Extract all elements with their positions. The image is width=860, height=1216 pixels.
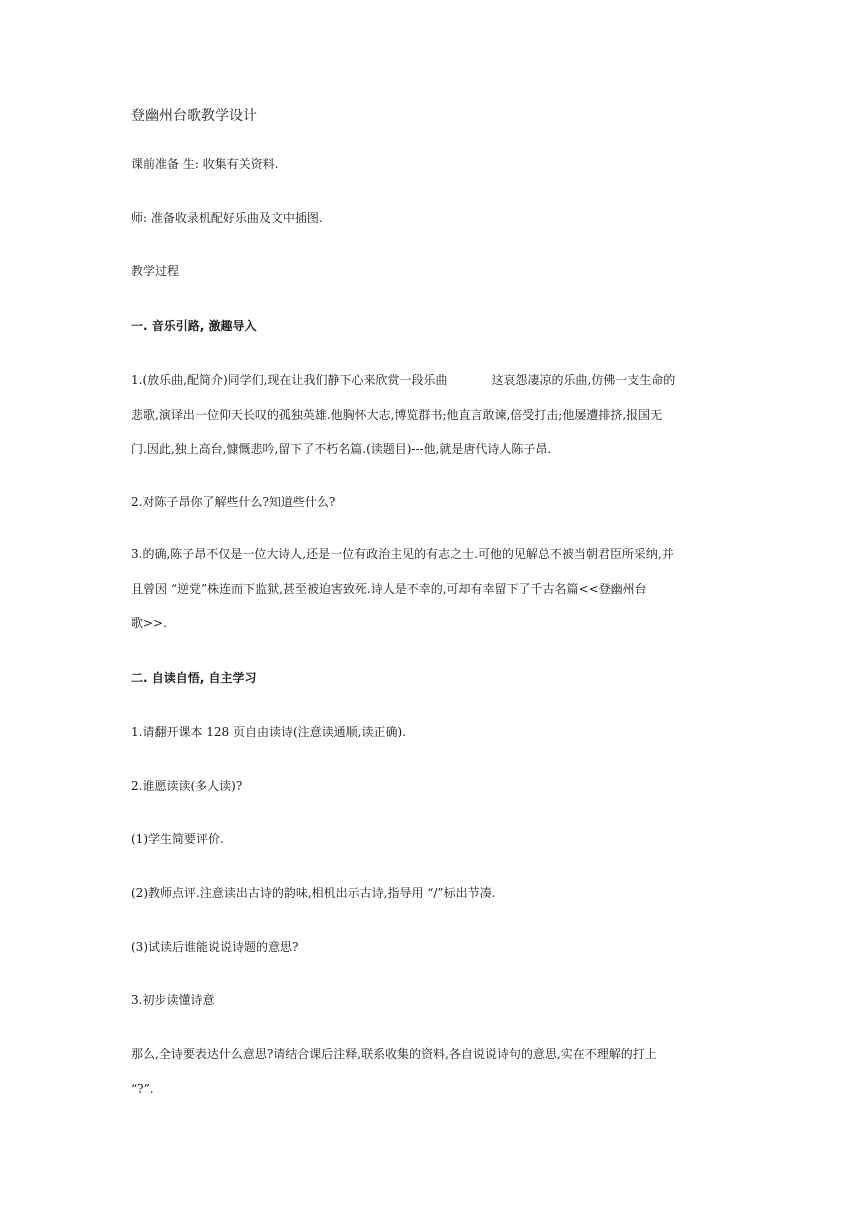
section1-paragraph1-line3: 门.因此,独上高台,慷慨悲吟,留下了不朽名篇.(读题目)---他,就是唐代诗人陈子昂.: [131, 442, 552, 456]
section2-heading: 二. 自读自悟, 自主学习: [131, 671, 257, 685]
process-label: 教学过程: [131, 264, 180, 278]
prep-teacher-line: 师: 准备收录机配好乐曲及文中插图.: [131, 211, 323, 225]
section1-paragraph3-line2: 且曾因 “逆党”株连而下监狱,甚至被迫害致死.诗人是不幸的,可却有幸留下了千古名篇<<登幽州台: [131, 582, 647, 596]
section1-paragraph1-line2: 悲歌,演译出一位仰天长叹的孤独英雄.他胸怀大志,博览群书;他直言敢谏,倍受打击;他屡遭排挤,报国无: [131, 408, 663, 422]
section2-item3: 3.初步读懂诗意: [131, 993, 215, 1007]
section2-item1: 1.请翻开课本 128 页自由读诗(注意读通顺,读正确).: [131, 725, 406, 739]
document-title: 登幽州台歌教学设计: [131, 108, 257, 124]
section2-paragraph-line1: 那么,全诗要表达什么意思?请结合课后注释,联系收集的资料,各自说说诗句的意思,实在不理解的打上: [131, 1047, 657, 1061]
section1-paragraph1-line1-a: 1.(放乐曲,配简介)同学们,现在让我们静下心来欣赏一段乐曲: [131, 373, 448, 387]
section1-paragraph1-line1-b: 这哀怨凄凉的乐曲,仿佛一支生命的: [491, 373, 676, 387]
prep-student-line: 课前准备 生: 收集有关资料.: [131, 157, 279, 171]
section2-paragraph-line2: “?”.: [131, 1082, 154, 1096]
section1-paragraph3-line3: 歌>>.: [131, 616, 167, 630]
section1-paragraph2: 2.对陈子昂你了解些什么?知道些什么?: [131, 495, 336, 509]
section2-subitem3: (3)试读后谁能说说诗题的意思?: [131, 940, 299, 954]
section2-subitem2: (2)教师点评.注意读出古诗的韵味,相机出示古诗,指导用 “/”标出节凑.: [131, 886, 496, 900]
section1-heading: 一. 音乐引路, 激趣导入: [131, 319, 257, 333]
section1-paragraph1-line1: [131, 372, 675, 388]
section2-item2: 2.谁愿读读(多人读)?: [131, 779, 243, 793]
section1-paragraph3-line1: 3.的确,陈子昂不仅是一位大诗人,还是一位有政治主见的有志之士.可他的见解总不被当朝君臣所采纳,并: [131, 547, 674, 561]
section2-subitem1: (1)学生简要评价.: [131, 832, 224, 846]
